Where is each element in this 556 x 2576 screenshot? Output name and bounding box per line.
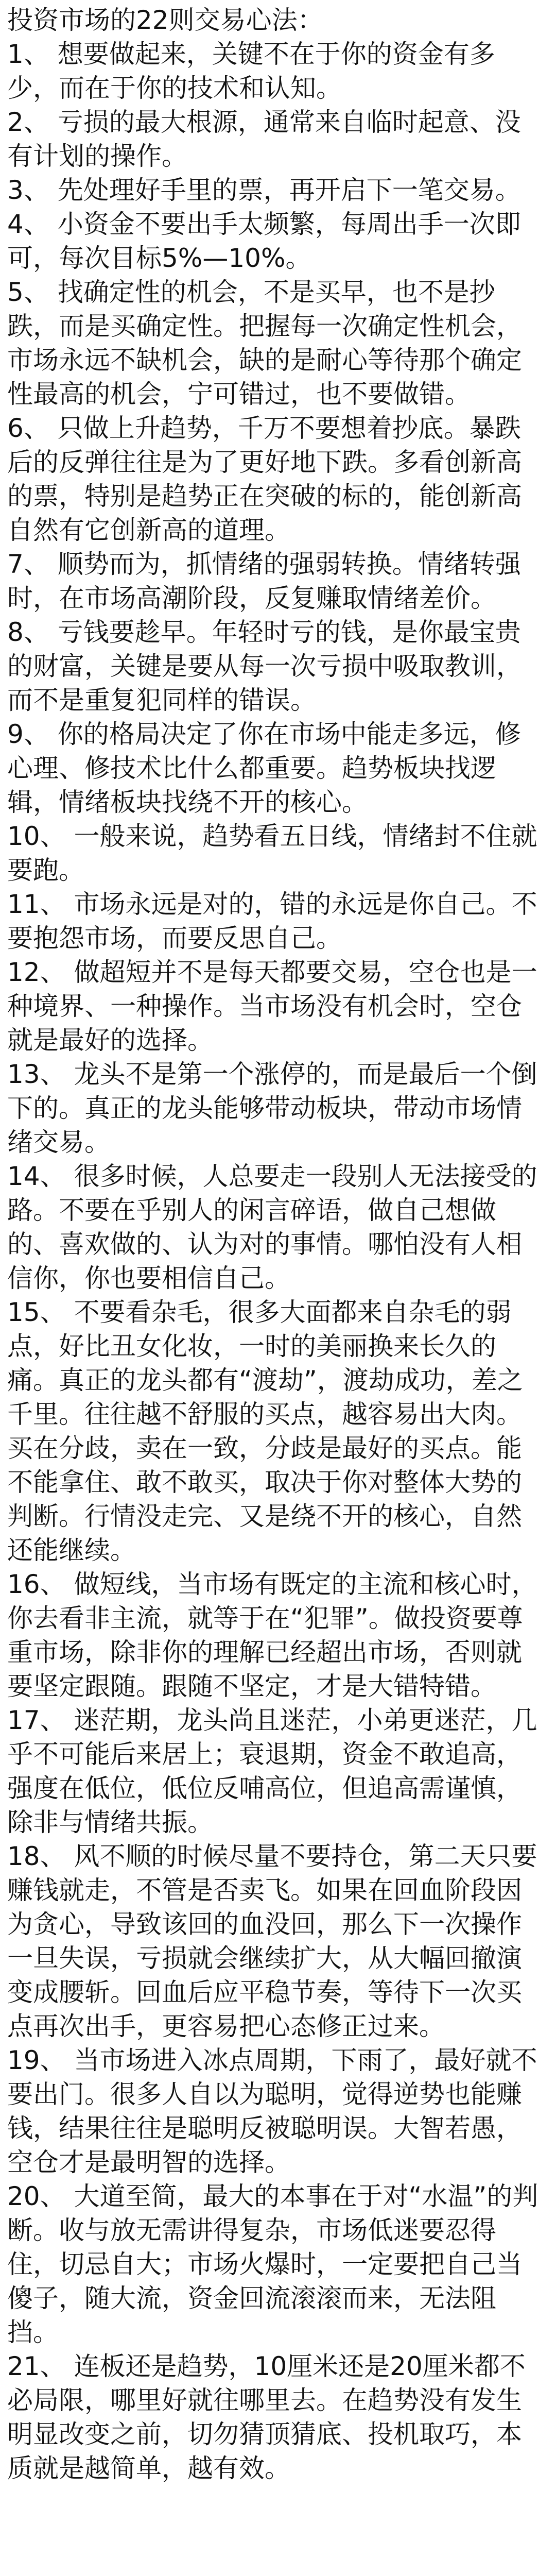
rule-item: 2、 亏损的最大根源，通常来自临时起意、没有计划的操作。 (7, 107, 521, 171)
rule-item: 8、 亏钱要趁早。年轻时亏的钱，是你最宝贵的财富，关键是要从每一次亏损中吸取教训，而不是重复犯同样的错误。 (7, 617, 522, 715)
rule-item: 21、 连板还是趋势，10厘米还是20厘米都不必局限，哪里好就往哪里去。在趋势没有发生明显改变之前，切勿猜顶猜底、投机取巧，本质就是越简单，越有效。 (7, 2351, 526, 2483)
rule-item: 20、 大道至简，最大的本事在于对“水温”的判断。收与放无需讲得复杂，市场低迷要忍得住，切忌自大；市场火爆时，一定要把自己当傻子，随大流，资金回流滚滚而来，无法阻挡。 (7, 2181, 538, 2347)
rule-item: 13、 龙头不是第一个涨停的，而是最后一个倒下的。真正的龙头能够带动板块，带动市场情绪交易。 (7, 1059, 537, 1157)
rules-list (7, 37, 543, 2485)
rule-item: 14、 很多时候，人总要走一段别人无法接受的路。不要在乎别人的闲言碎语，做自己想做的、喜欢做的、认为对的事情。哪怕没有人相信你，你也要相信自己。 (7, 1161, 537, 1293)
rule-item: 4、 小资金不要出手太频繁，每周出手一次即可，每次目标5%—10%。 (7, 209, 521, 273)
rule-item: 19、 当市场进入冰点周期，下雨了，最好就不要出门。很多人自以为聪明，觉得逆势也能赚钱，结果往往是聪明反被聪明误。大智若愚，空仓才是最明智的选择。 (7, 2045, 537, 2177)
rule-item: 12、 做超短并不是每天都要交易，空仓也是一种境界、一种操作。当市场没有机会时，空仓就是最好的选择。 (7, 957, 537, 1055)
rule-item: 16、 做短线，当市场有既定的主流和核心时，你去看非主流，就等于在“犯罪”。做投资要尊重市场，除非你的理解已经超出市场，否则就要坚定跟随。跟随不坚定，才是大错特错。 (7, 1569, 537, 1701)
rule-item: 1、 想要做起来，关键不在于你的资金有多少，而在于你的技术和认知。 (7, 39, 495, 103)
rule-item: 17、 迷茫期，龙头尚且迷茫，小弟更迷茫，几乎不可能后来居上；衰退期，资金不敢追高，强度在低位，低位反哺高位，但追高需谨慎，除非与情绪共振。 (7, 1705, 537, 1837)
article-title: 投资市场的22则交易心法： (7, 5, 323, 35)
rule-item: 6、 只做上升趋势，千万不要想着抄底。暴跌后的反弹往往是为了更好地下跌。多看创新高的票，特别是趋势正在突破的标的，能创新高自然有它创新高的道理。 (7, 413, 522, 545)
rule-item: 7、 顺势而为，抓情绪的强弱转换。情绪转强时，在市场高潮阶段，反复赚取情绪差价。 (7, 549, 521, 613)
rule-item: 10、 一般来说，趋势看五日线，情绪封不住就要跑。 (7, 821, 537, 885)
rule-item: 3、 先处理好手里的票，再开启下一笔交易。 (7, 175, 521, 205)
rule-item: 15、 不要看杂毛，很多大面都来自杂毛的弱点，好比丑女化妆，一时的美丽换来长久的痛。真正的龙头都有“渡劫”，渡劫成功，差之千里。往往越不舒服的买点，越容易出大肉。买在分歧，卖在一致，分歧是最好的买点。能不能拿住、敢不敢买，取决于你对整体大势的判断。行情没走完、又是绕不开的核心，自然还能继续。 (7, 1297, 523, 1565)
rule-item: 18、 风不顺的时候尽量不要持仓，第二天只要赚钱就走，不管是否卖飞。如果在回血阶段因为贪心，导致该回的血没回，那么下一次操作一旦失误，亏损就会继续扩大，从大幅回撤演变成腰斩。回血后应平稳节奏，等待下一次买点再次出手，更容易把心态修正过来。 (7, 1841, 537, 2041)
rule-item: 9、 你的格局决定了你在市场中能走多远，修心理、修技术比什么都重要。趋势板块找逻辑，情绪板块找绕不开的核心。 (7, 719, 521, 817)
rule-item: 5、 找确定性的机会，不是买早，也不是抄跌，而是买确定性。把握每一次确定性机会，市场永远不缺机会，缺的是耐心等待那个确定性最高的机会，宁可错过，也不要做错。 (7, 277, 522, 409)
rule-item: 11、 市场永远是对的，错的永远是你自己。不要抱怨市场，而要反思自己。 (7, 889, 537, 953)
